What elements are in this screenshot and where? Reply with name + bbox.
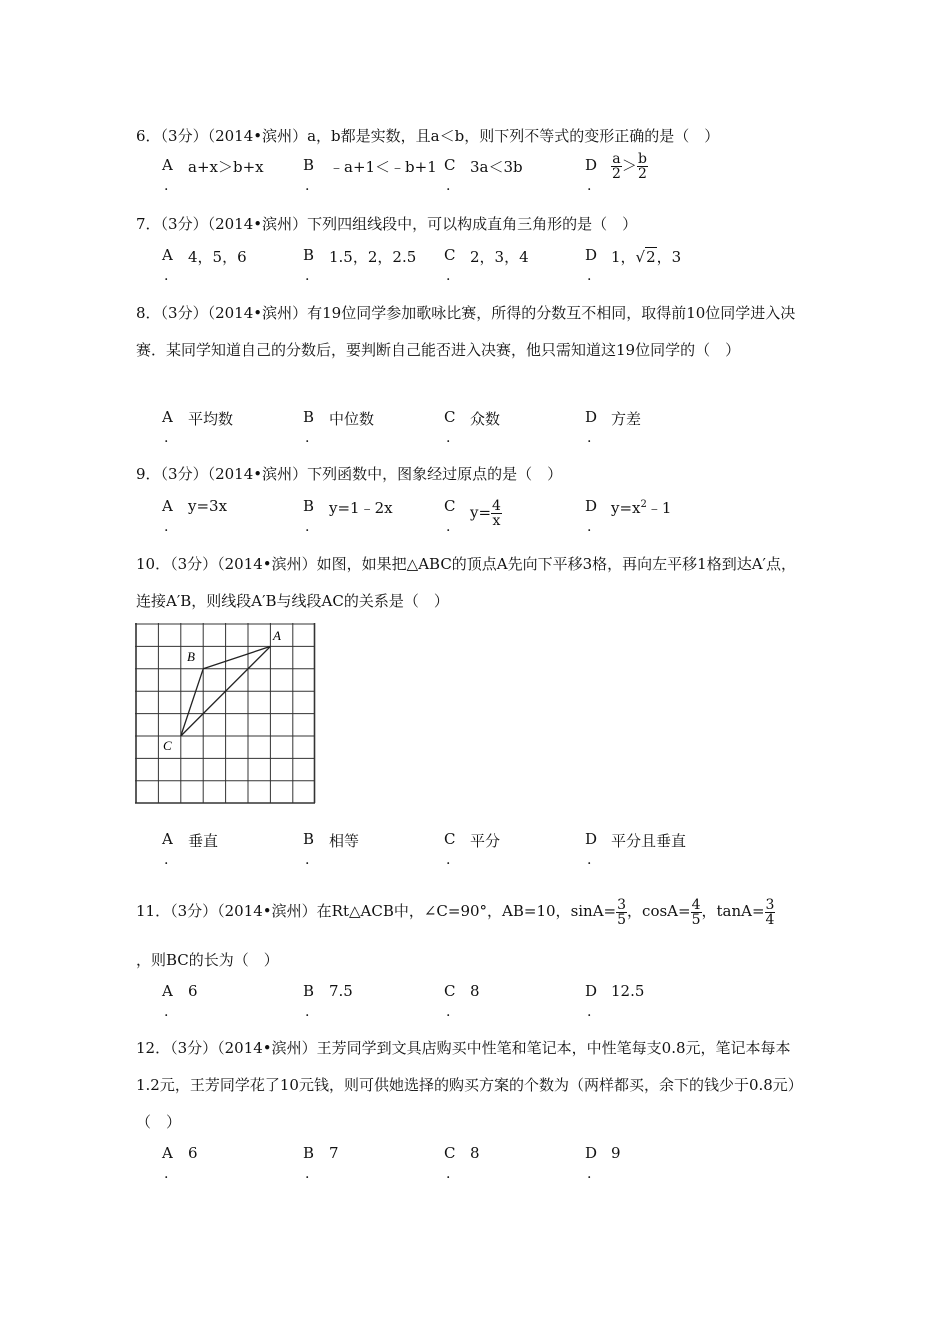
option-letter: A bbox=[162, 246, 173, 264]
option-dot: . bbox=[587, 268, 592, 284]
question-7-options bbox=[162, 246, 822, 290]
option-text: 平分且垂直 bbox=[611, 832, 687, 850]
option-letter: C bbox=[444, 982, 456, 1000]
option-letter: B bbox=[303, 246, 315, 264]
denominator: 2 bbox=[612, 166, 621, 182]
option-dot: . bbox=[446, 1004, 451, 1020]
option-text: a+x＞b+x bbox=[188, 158, 264, 176]
denominator: 4 bbox=[765, 911, 775, 928]
option-letter: D bbox=[585, 156, 598, 174]
option-dot: . bbox=[446, 852, 451, 868]
option-letter: C bbox=[444, 246, 456, 264]
option-text: 相等 bbox=[329, 832, 360, 850]
option-text: 8 bbox=[470, 982, 480, 1000]
option-text-post: ，3 bbox=[656, 248, 682, 266]
fraction-cos bbox=[691, 898, 702, 927]
option-text-pre: y= bbox=[470, 503, 492, 522]
option-text: 7 bbox=[329, 1144, 339, 1162]
option-dot: . bbox=[164, 1004, 169, 1020]
option-dot: . bbox=[587, 430, 592, 446]
option-dot: . bbox=[164, 852, 169, 868]
tan-label: ，tanA= bbox=[701, 902, 765, 920]
option-letter: C bbox=[444, 497, 456, 515]
option-text: 7.5 bbox=[329, 982, 353, 1000]
option-letter: D bbox=[585, 408, 598, 426]
option-dot: . bbox=[164, 178, 169, 194]
numerator: 4 bbox=[691, 896, 701, 913]
option-letter: A bbox=[162, 830, 173, 848]
sqrt-expression bbox=[611, 246, 681, 267]
question-6-options bbox=[162, 151, 822, 200]
option-letter: C bbox=[444, 830, 456, 848]
option-letter: B bbox=[303, 497, 315, 515]
denominator: 5 bbox=[691, 911, 701, 928]
option-letter: B bbox=[303, 982, 315, 1000]
option-text: 中位数 bbox=[329, 410, 375, 428]
option-letter: D bbox=[585, 1144, 598, 1162]
option-text: 3a＜3b bbox=[470, 158, 523, 176]
fraction-function bbox=[470, 499, 502, 528]
sqrt-symbol: √2 bbox=[635, 248, 656, 266]
question-11-stem bbox=[136, 890, 816, 932]
option-letter: A bbox=[162, 1144, 173, 1162]
option-letter: D bbox=[585, 497, 598, 515]
fraction-4-over-x bbox=[491, 499, 502, 528]
option-dot: . bbox=[305, 1166, 310, 1182]
option-dot: . bbox=[164, 430, 169, 446]
option-text: 4，5，6 bbox=[188, 248, 247, 266]
option-text: 12.5 bbox=[611, 982, 645, 1000]
option-dot: . bbox=[446, 1166, 451, 1182]
option-text: 6 bbox=[188, 982, 198, 1000]
option-letter: B bbox=[303, 1144, 315, 1162]
radicand: 2 bbox=[646, 248, 656, 266]
option-text-post: ﹣1 bbox=[646, 499, 672, 517]
option-dot: . bbox=[587, 1004, 592, 1020]
option-text: y=3x bbox=[188, 497, 228, 515]
question-9-stem: 9．（3分）（2014•滨州）下列函数中，图象经过原点的是（ ） bbox=[136, 465, 563, 483]
option-letter: C bbox=[444, 156, 456, 174]
option-text: 平分 bbox=[470, 832, 501, 850]
question-10-options bbox=[162, 830, 822, 874]
question-12-options bbox=[162, 1144, 822, 1188]
question-7-stem: 7．（3分）（2014•滨州）下列四组线段中，可以构成直角三角形的是（ ） bbox=[136, 215, 638, 233]
vertex-label-a: A bbox=[273, 628, 281, 643]
option-letter: A bbox=[162, 156, 173, 174]
option-text: y=1﹣2x bbox=[329, 499, 393, 517]
question-6-stem: 6．（3分）（2014•滨州）a，b都是实数，且a＜b，则下列不等式的变形正确的是（ ） bbox=[136, 127, 720, 145]
option-dot: . bbox=[446, 430, 451, 446]
numerator: 3 bbox=[765, 896, 775, 913]
numerator: b bbox=[637, 151, 647, 167]
option-letter: D bbox=[585, 830, 598, 848]
option-letter: B bbox=[303, 830, 315, 848]
option-text: 2，3，4 bbox=[470, 248, 529, 266]
option-text: 平均数 bbox=[188, 410, 234, 428]
option-letter: C bbox=[444, 408, 456, 426]
option-dot: . bbox=[446, 268, 451, 284]
question-9-options bbox=[162, 497, 822, 541]
option-dot: . bbox=[587, 1166, 592, 1182]
greater-than: ＞ bbox=[621, 156, 637, 175]
segment-bc bbox=[181, 669, 203, 736]
option-dot: . bbox=[587, 178, 592, 194]
sin-label: sinA= bbox=[570, 902, 617, 920]
grid-figure bbox=[135, 623, 317, 805]
segment-ab bbox=[203, 646, 270, 668]
option-letter: B bbox=[303, 156, 315, 174]
question-8-stem: 8．（3分）（2014•滨州）有19位同学参加歌咏比赛，所得的分数互不相同，取得前10位同学进入决赛．某同学知道自己的分数后，要判断自己能否进入决赛，他只需知道这19位同学的（ ） bbox=[136, 304, 796, 359]
denominator: 2 bbox=[637, 166, 647, 182]
option-dot: . bbox=[164, 268, 169, 284]
option-letter: C bbox=[444, 1144, 456, 1162]
option-letter: D bbox=[585, 982, 598, 1000]
option-dot: . bbox=[305, 430, 310, 446]
option-letter: A bbox=[162, 497, 173, 515]
denominator: 5 bbox=[617, 911, 627, 928]
question-10-stem: 10．（3分）（2014•滨州）如图，如果把△ABC的顶点A先向下平移3格，再向左平移1格到达A′点，连接A′B，则线段A′B与线段AC的关系是（ ） bbox=[136, 555, 796, 610]
fraction-inequality bbox=[611, 152, 648, 181]
option-text: 方差 bbox=[611, 410, 642, 428]
option-dot: . bbox=[446, 519, 451, 535]
option-letter: A bbox=[162, 982, 173, 1000]
option-text: ﹣a+1＜﹣b+1 bbox=[329, 158, 437, 176]
vertex-label-c: C bbox=[163, 738, 172, 753]
option-text: 众数 bbox=[470, 410, 501, 428]
option-dot: . bbox=[446, 178, 451, 194]
option-letter: D bbox=[585, 246, 598, 264]
option-dot: . bbox=[305, 852, 310, 868]
option-dot: . bbox=[164, 519, 169, 535]
question-12-stem: 12．（3分）（2014•滨州）王芳同学到文具店购买中性笔和笔记本，中性笔每支0.8元，笔记本每本1.2元，王芳同学花了10元钱，则可供她选择的购买方案的个数为（两样都买，余下的钱少于0.8元）（ ） bbox=[136, 1039, 803, 1131]
option-dot: . bbox=[305, 268, 310, 284]
option-text: 垂直 bbox=[188, 832, 219, 850]
option-letter: B bbox=[303, 408, 315, 426]
fraction-a-over-2 bbox=[611, 152, 622, 181]
option-text: 6 bbox=[188, 1144, 198, 1162]
question-11-options bbox=[162, 982, 822, 1026]
option-dot: . bbox=[305, 519, 310, 535]
vertex-label-b: B bbox=[187, 649, 195, 664]
power-function bbox=[611, 497, 671, 518]
option-dot: . bbox=[587, 852, 592, 868]
option-dot: . bbox=[305, 178, 310, 194]
fraction-tan bbox=[765, 898, 776, 927]
option-text: 9 bbox=[611, 1144, 621, 1162]
fraction-b-over-2 bbox=[637, 152, 648, 181]
option-dot: . bbox=[587, 519, 592, 535]
option-text: 8 bbox=[470, 1144, 480, 1162]
option-dot: . bbox=[164, 1166, 169, 1182]
numerator: a bbox=[612, 151, 621, 167]
exponent: 2 bbox=[640, 499, 647, 510]
fraction-sin bbox=[616, 898, 627, 927]
option-text-pre: 1， bbox=[611, 248, 636, 266]
grid-lines bbox=[135, 623, 315, 803]
question-8-options bbox=[162, 408, 822, 452]
question-11-stem-tail: ，则BC的长为（ ） bbox=[136, 951, 279, 969]
option-dot: . bbox=[305, 1004, 310, 1020]
option-text-pre: y=x bbox=[611, 499, 641, 517]
option-letter: A bbox=[162, 408, 173, 426]
stem-text: 11．（3分）（2014•滨州）在Rt△ACB中，∠C=90°，AB=10， bbox=[136, 902, 571, 920]
numerator: 3 bbox=[617, 896, 627, 913]
denominator: x bbox=[492, 513, 501, 529]
numerator: 4 bbox=[492, 498, 501, 514]
cos-label: ，cosA= bbox=[627, 902, 691, 920]
option-text: 1.5，2，2.5 bbox=[329, 248, 417, 266]
